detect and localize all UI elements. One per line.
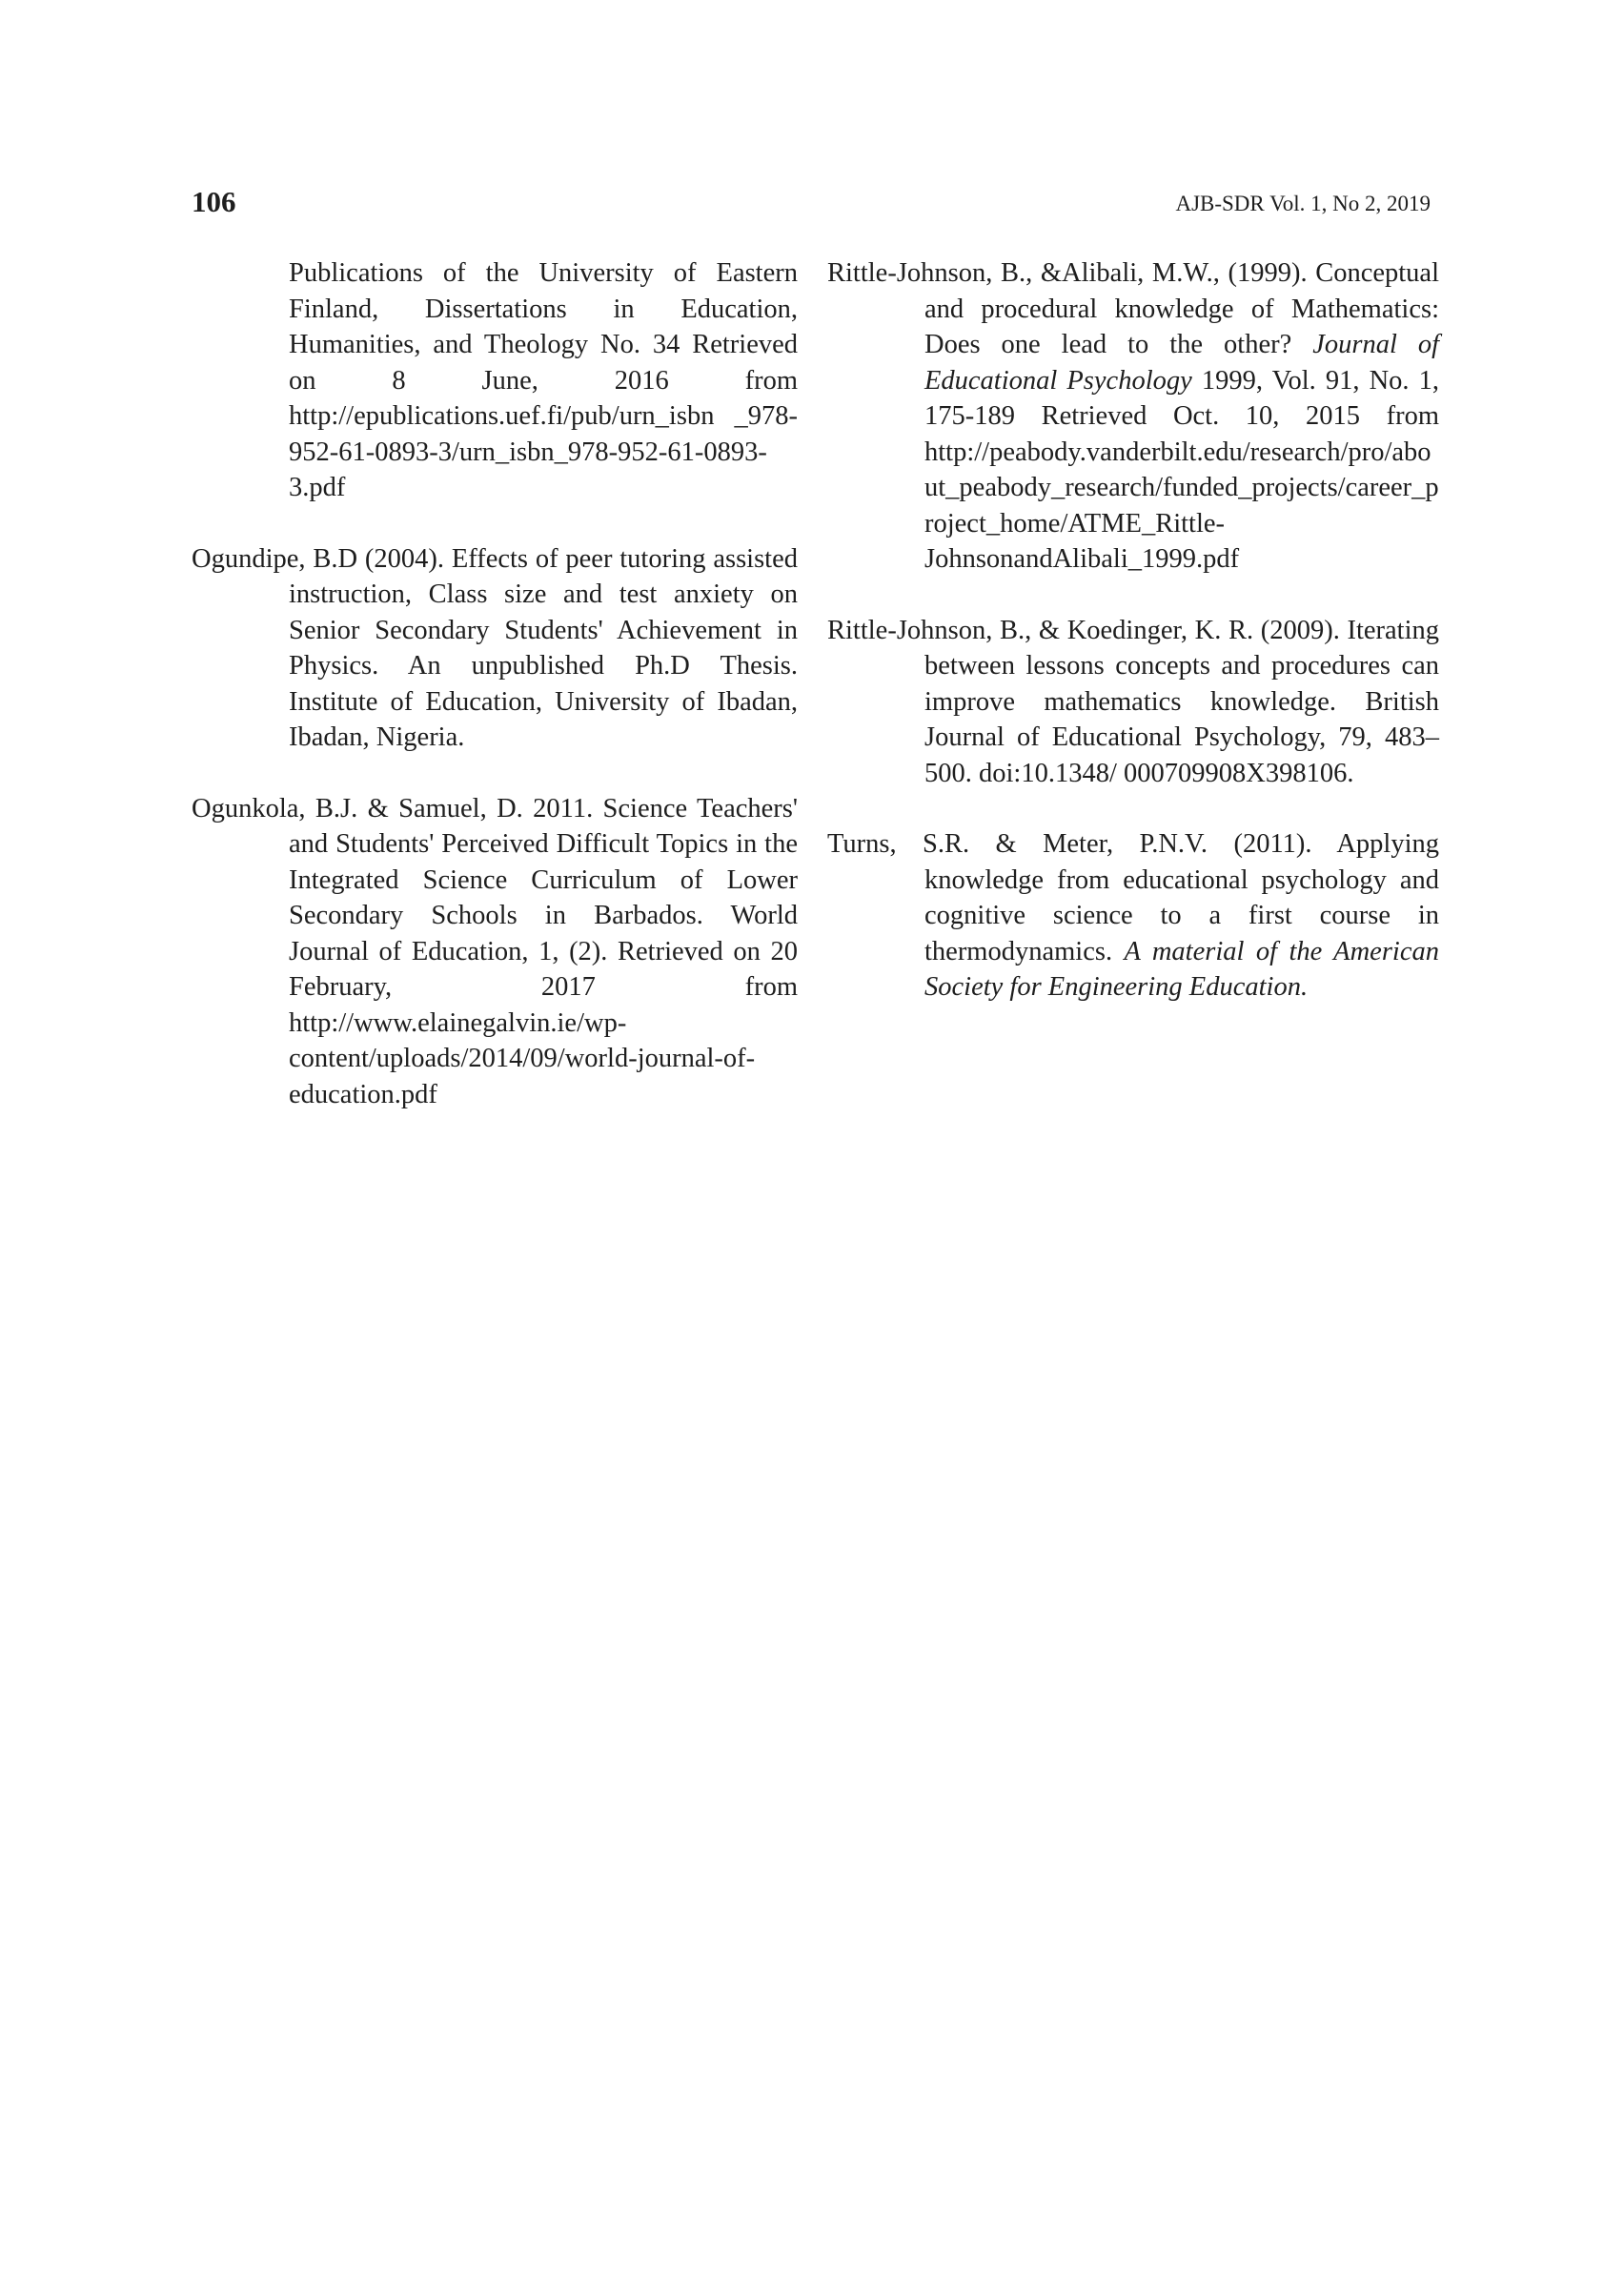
reference-continuation: Publications of the University of Eastern Finland, Dissertations in Education, Humanities, and Theology No. 34 Retrieved on 8 June, 2016 from http://epublications.uef.fi/pub/urn_isbn _978-952-61-0893-3/urn_isbn_978-952-61-0893-3.pdf bbox=[289, 258, 798, 502]
reference-ogunkola: Ogunkola, B.J. & Samuel, D. 2011. Science Teachers' and Students' Perceived Difficult Topics in the Integrated Science Curriculum of Lower Secondary Schools in Barbados. World Journal of Education, 1, (2). Retrieved on 20 February, 2017 from http://www.elainegalvin.ie/wp-content/uploads/2014/09/world-journal-of-education.pdf bbox=[192, 793, 798, 1109]
running-head: AJB-SDR Vol. 1, No 2, 2019 bbox=[1175, 192, 1431, 215]
reference-rittle-johnson-alibali bbox=[827, 255, 1439, 578]
left-column bbox=[192, 255, 798, 1148]
page-number: 106 bbox=[192, 185, 236, 218]
reference-ogundipe: Ogundipe, B.D (2004). Effects of peer tutoring assisted instruction, Class size and test anxiety on Senior Secondary Students' Achievement in Physics. An unpublished Ph.D Thesis. Institute of Education, University of Ibadan, Ibadan, Nigeria. bbox=[192, 543, 798, 752]
source-title: A material of the American Society for Engineering Education. bbox=[924, 936, 1439, 1002]
reference-text: 1999, Vol. 91, No. 1, 175-189 Retrieved Oct. 10, 2015 from http://peabody.vanderbilt.edu/research/pro/about_peabody_research/funded_projects/career_project_home/ATME_Rittle-JohnsonandAlibali_1999.pdf bbox=[924, 365, 1439, 574]
reference-text: Rittle-Johnson, B., &Alibali, M.W., (1999). Conceptual and procedural knowledge of Mathematics: Does one lead to the other? bbox=[827, 258, 1439, 359]
journal-title: Journal of Educational Psychology bbox=[924, 330, 1439, 396]
right-column bbox=[827, 255, 1439, 1041]
reference-rittle-johnson-koedinger: Rittle-Johnson, B., & Koedinger, K. R. (2009). Iterating between lessons concepts and procedures can improve mathematics knowledge. British Journal of Educational Psychology, 79, 483–500. doi:10.1348/ 000709908X398106. bbox=[827, 615, 1439, 788]
reference-turns bbox=[827, 826, 1439, 1006]
reference-text: Turns, S.R. & Meter, P.N.V. (2011). Applying knowledge from educational psychology and cognitive science to a first course in thermodynamics. bbox=[827, 829, 1439, 966]
